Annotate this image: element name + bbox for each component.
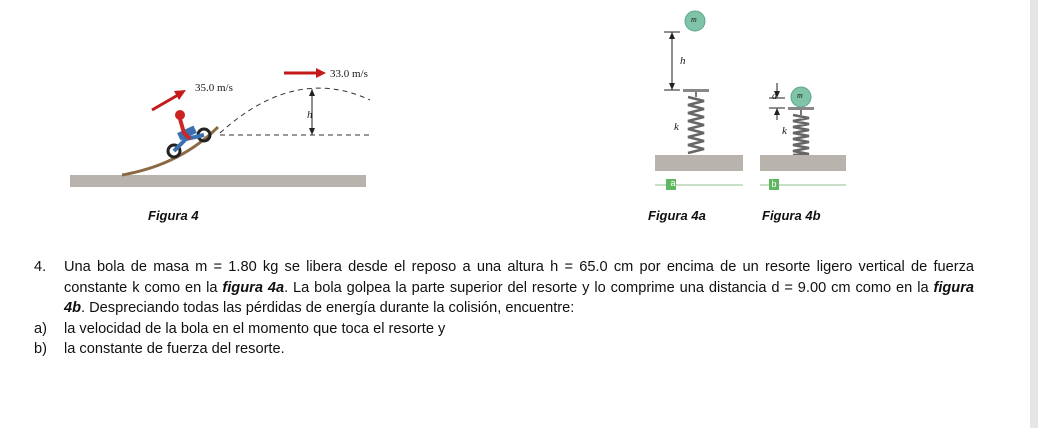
ref-figura-4b: figura 4b	[64, 279, 975, 316]
figure-4a	[650, 5, 750, 190]
label-spring-b: k	[782, 125, 787, 137]
item-text: la constante de fuerza del resorte.	[64, 341, 285, 357]
question-item-a	[34, 319, 974, 340]
label-height-fig4: h	[307, 109, 313, 121]
tag-a: a	[670, 178, 676, 188]
item-text: la velocidad de la bola en el momento que toca el resorte y	[64, 320, 446, 337]
caption-figura-4b: Figura 4b	[762, 208, 821, 223]
velocity-arrow-launch	[152, 95, 178, 110]
label-spring-a: k	[674, 121, 679, 133]
tag-b: b	[771, 179, 777, 189]
problem-statement	[64, 257, 974, 319]
problem-4	[34, 257, 974, 360]
floor	[655, 155, 743, 171]
caption-figura-4a: Figura 4a	[648, 208, 706, 223]
label-mass-b: m	[797, 91, 803, 100]
spring	[688, 97, 704, 153]
label-speed-top: 33.0 m/s	[330, 68, 368, 80]
ground	[70, 175, 366, 187]
question-list	[34, 319, 974, 360]
spring-compressed	[793, 115, 809, 155]
caption-figura-4: Figura 4	[148, 208, 199, 223]
spring-plate	[683, 89, 709, 92]
label-height-a: h	[680, 55, 686, 67]
ref-figura-4a: figura 4a	[222, 279, 285, 296]
problem-number: 4.	[34, 259, 47, 275]
vertical-scrollbar[interactable]	[1030, 0, 1038, 428]
trajectory	[220, 88, 370, 133]
label-compression-d: d	[772, 91, 777, 102]
item-label: a)	[34, 320, 47, 337]
question-item-b	[34, 339, 974, 360]
statement-part-1: Una bola de masa m = 1.80 kg se libera desde el reposo a una altura h = 65.0 cm por encima de un resorte ligero vertical de fuerza constante k como en la	[64, 259, 974, 296]
statement-part-3: . Despreciando todas las pérdidas de energía durante la colisión, encuentre:	[81, 300, 575, 316]
statement-part-2: . La bola golpea la parte superior del resorte y lo comprime una distancia d = 9.00 cm como en la	[284, 279, 934, 296]
label-speed-launch: 35.0 m/s	[195, 82, 233, 94]
label-mass-a: m	[691, 15, 697, 24]
floor	[760, 155, 846, 171]
item-label: b)	[34, 341, 47, 357]
spring-diagram-a	[650, 5, 750, 190]
spring-plate	[788, 107, 814, 110]
